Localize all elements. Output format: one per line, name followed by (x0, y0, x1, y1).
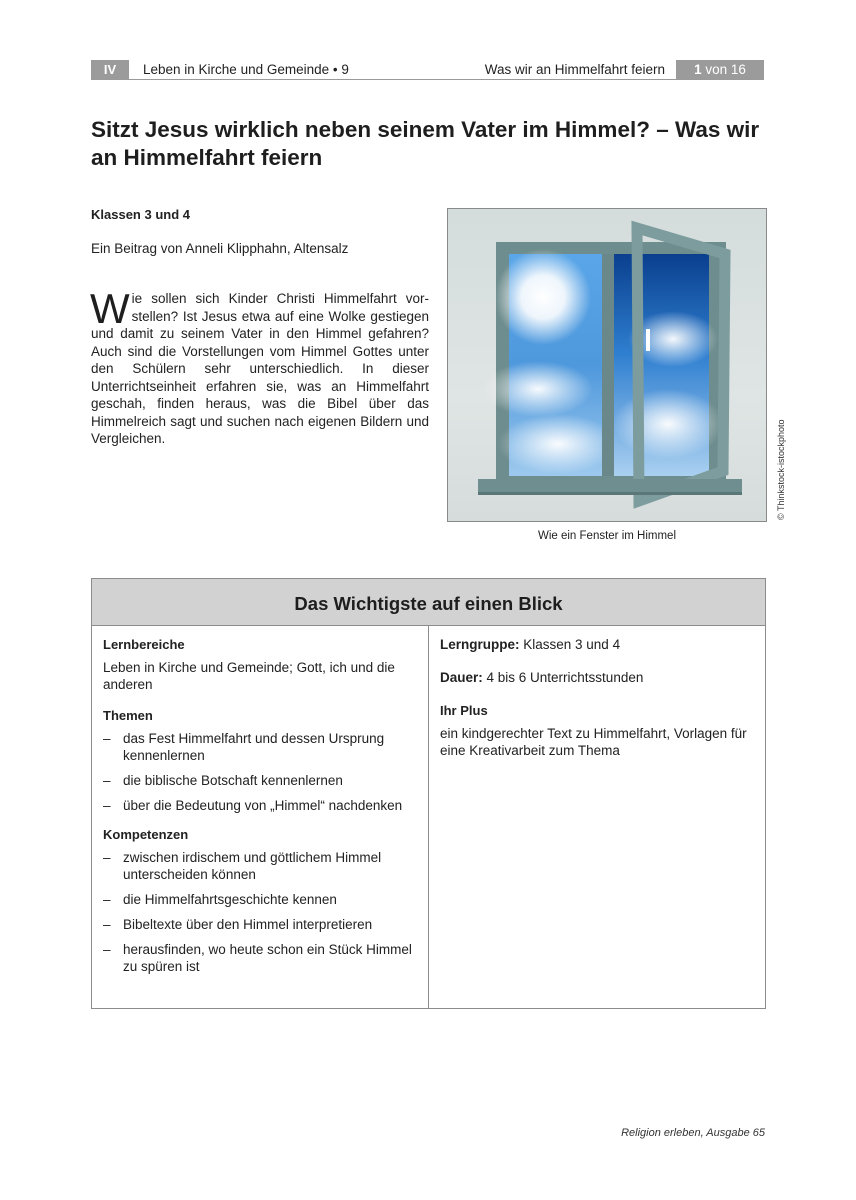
kompetenzen-list (103, 849, 417, 975)
drop-cap: W (90, 285, 130, 332)
dauer-row (440, 669, 754, 686)
list-item: – Bibeltexte über den Himmel interpretieren (103, 916, 417, 933)
dauer-label: Dauer: (440, 670, 483, 685)
publication-footer: Religion erleben, Ausgabe 65 (621, 1127, 765, 1139)
sun (495, 249, 591, 345)
section-badge: IV (91, 60, 129, 79)
page-number-badge (676, 60, 764, 79)
lernbereiche-text: Leben in Kirche und Gemeinde; Gott, ich und die anderen (103, 660, 395, 692)
intro-paragraph (90, 285, 429, 448)
window-sill (478, 479, 742, 493)
overview-heading: Das Wichtigste auf einen Blick (92, 579, 765, 626)
grade-level: Klassen 3 und 4 (91, 207, 190, 222)
list-item: – über die Bedeutung von „Himmel“ nachdenken (103, 797, 417, 814)
overview-right-column (429, 626, 765, 1008)
author-line: Ein Beitrag von Anneli Klipphahn, Altensalz (91, 241, 349, 256)
window-handle (646, 329, 650, 351)
running-header (91, 60, 764, 80)
themen-label: Themen (103, 708, 153, 723)
dauer-value: 4 bis 6 Unterrichtsstunden (482, 670, 644, 685)
page-current: 1 (694, 62, 702, 77)
header-topic: Leben in Kirche und Gemeinde • 9 (143, 62, 349, 77)
list-item: – die Himmelfahrtsgeschichte kennen (103, 891, 417, 908)
page-total: von 16 (701, 62, 746, 77)
window-sky-image (447, 208, 767, 522)
overview-left-column (92, 626, 429, 1008)
lernbereiche-label: Lernbereiche (103, 637, 185, 652)
page-title: Sitzt Jesus wirklich neben seinem Vater im Himmel? – Was wir an Himmelfahrt feiern (91, 117, 760, 170)
list-item: – die biblische Botschaft kennenlernen (103, 772, 417, 789)
lerngruppe-row (440, 636, 754, 653)
lerngruppe-label: Lerngruppe: (440, 637, 520, 652)
list-item: – zwischen irdischem und göttlichem Himmel unterscheiden können (103, 849, 417, 883)
plus-label: Ihr Plus (440, 703, 488, 718)
themen-list (103, 730, 417, 814)
window-illustration (448, 209, 766, 521)
overview-box (91, 578, 766, 1009)
list-item: – herausfinden, wo heute schon ein Stück Himmel zu spüren ist (103, 941, 417, 975)
kompetenzen-label: Kompetenzen (103, 827, 189, 842)
list-item: – das Fest Himmelfahrt und dessen Ursprung kennenlernen (103, 730, 417, 764)
plus-text: ein kindgerechter Text zu Himmelfahrt, Vorlagen für eine Kreativarbeit zum Thema (440, 726, 747, 758)
header-title: Was wir an Himmelfahrt feiern (484, 62, 665, 77)
intro-text: ie sollen sich Kinder Christi Himmelfahrt vorstellen? Ist Jesus etwa auf eine Wolke gestiegen und damit zu seinem Vater in den Himmel gefahren? Auch sind die Vorstellungen vom Himmel Gottes unter den Schülern sehr unterschiedlich. In dieser Unterrichtseinheit erfahren sie, was an Himmelfahrt geschah, finden heraus, was die Bibel über das Himmelreich sagt und suchen nach eigenen Bildern und Vergleichen. (91, 291, 429, 446)
lerngruppe-value: Klassen 3 und 4 (519, 637, 621, 652)
photo-credit: © Thinkstock-istockphoto (776, 419, 786, 520)
figure-caption: Wie ein Fenster im Himmel (537, 530, 677, 542)
